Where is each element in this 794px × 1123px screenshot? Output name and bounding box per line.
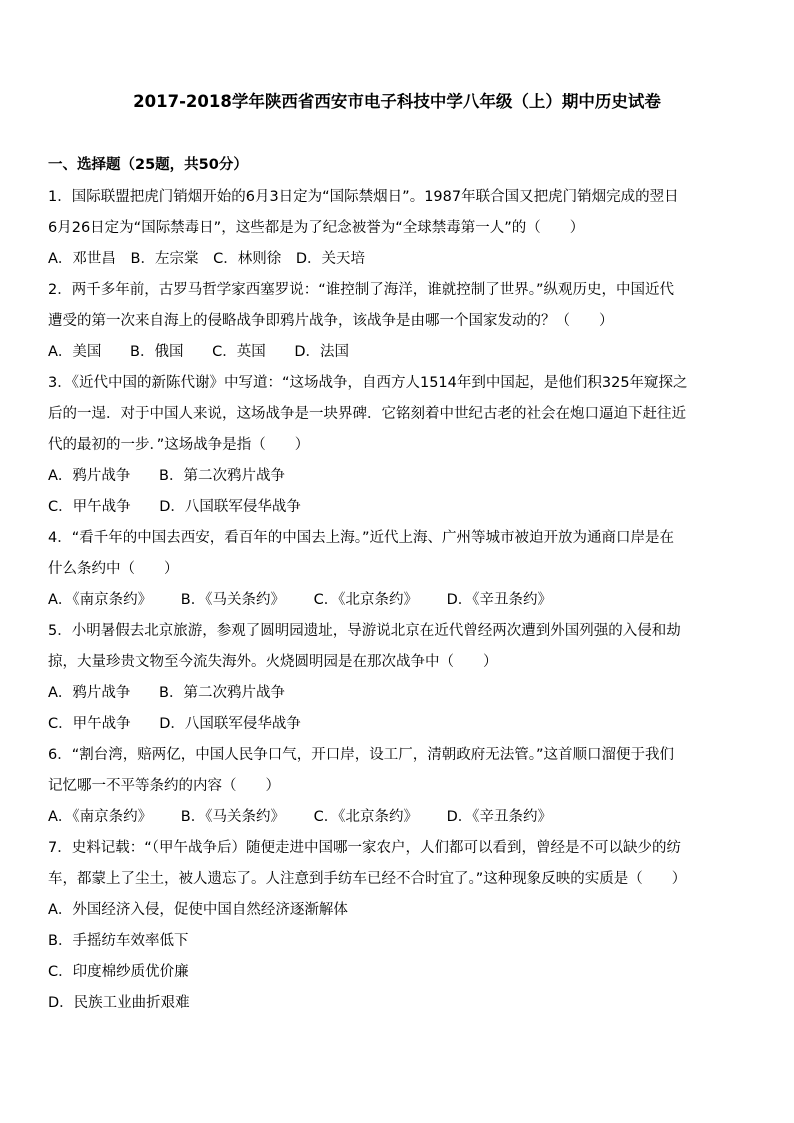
question-text: 什么条约中（ ） — [48, 561, 179, 577]
options-row — [48, 461, 748, 492]
option-a: A．鸦片战争 — [48, 685, 131, 701]
option-a: A．鸦片战争 — [48, 468, 131, 484]
option-c: C．林则徐 — [213, 251, 282, 267]
question-2 — [48, 275, 748, 368]
question-text: 掠，大量珍贵文物至今流失海外。火烧圆明园是在那次战争中（ ） — [48, 654, 498, 670]
question-text: 6月26日定为“国际禁毒日”，这些都是为了纪念被誉为“全球禁毒第一人”的（ ） — [48, 220, 585, 236]
question-text: 3．《近代中国的新陈代谢》中写道：“这场战争，自西方人1514年到中国起，是他们积325年窥探之 — [48, 375, 688, 391]
question-text: 4．“看千年的中国去西安，看百年的中国去上海。”近代上海、广州等城市被迫开放为通商口岸是在 — [48, 530, 674, 546]
question-text: 后的一逞．对于中国人来说，这场战争是一块界碑．它铭刻着中世纪古老的社会在炮口逼迫下赶往近 — [48, 406, 686, 422]
option-c: C．《北京条约》 — [313, 809, 418, 825]
question-text: 1．国际联盟把虎门销烟开始的6月3日定为“国际禁烟日”。1987年联合国又把虎门销烟完成的翌日 — [48, 189, 679, 205]
question-text: 记忆哪一不平等条约的内容（ ） — [48, 778, 280, 794]
options-row — [48, 678, 748, 709]
question-7 — [48, 833, 748, 1019]
option-d: D．《辛丑条约》 — [446, 592, 552, 608]
question-text: 6．“割台湾，赔两亿，中国人民争口气，开口岸，设工厂，清朝政府无法管。”这首顺口溜便于我们 — [48, 747, 674, 763]
options-row — [48, 802, 748, 833]
question-text: 代的最初的一步．”这场战争是指（ ） — [48, 437, 310, 453]
option-b: B．左宗棠 — [130, 251, 199, 267]
option-a: A．《南京条约》 — [48, 809, 153, 825]
question-1 — [48, 182, 748, 275]
option-c: C．甲午战争 — [48, 499, 131, 515]
options-row — [48, 709, 748, 740]
option-b: B．手摇纺车效率低下 — [48, 933, 189, 949]
option-a: A．邓世昌 — [48, 251, 116, 267]
option-c: C．甲午战争 — [48, 716, 131, 732]
option-d: D．八国联军侵华战争 — [159, 716, 301, 732]
option-c: C．印度棉纱质优价廉 — [48, 964, 189, 980]
option-d: D．民族工业曲折艰难 — [48, 995, 190, 1011]
question-text: 车，都蒙上了尘土，被人遗忘了。人注意到手纺车已经不合时宜了。”这种现象反映的实质是（ ） — [48, 871, 687, 887]
question-3 — [48, 368, 748, 523]
option-c: C．《北京条约》 — [313, 592, 418, 608]
option-a: A．美国 — [48, 344, 102, 360]
option-b: B．《马关条约》 — [180, 809, 285, 825]
question-text: 遭受的第一次来自海上的侵略战争即鸦片战争，该战争是由哪一个国家发动的？（ ） — [48, 313, 614, 329]
option-d: D．《辛丑条约》 — [446, 809, 552, 825]
section-heading: 一、选择题（25题，共50分） — [48, 157, 248, 173]
question-5 — [48, 616, 748, 740]
options-row — [48, 492, 748, 523]
option-d: D．法国 — [294, 344, 349, 360]
question-text: 2．两千多年前，古罗马哲学家西塞罗说：“谁控制了海洋，谁就控制了世界。”纵观历史，中国近代 — [48, 282, 674, 298]
options-row — [48, 585, 748, 616]
option-d: D．八国联军侵华战争 — [159, 499, 301, 515]
question-text: 5．小明暑假去北京旅游，参观了圆明园遗址，导游说北京在近代曾经两次遭到外国列强的入侵和劫 — [48, 623, 681, 639]
options-row — [48, 244, 748, 275]
option-d: D．关天培 — [295, 251, 365, 267]
option-b: B．第二次鸦片战争 — [159, 685, 285, 701]
options-row — [48, 337, 748, 368]
option-b: B．《马关条约》 — [180, 592, 285, 608]
question-6 — [48, 740, 748, 833]
page-title: 2017-2018学年陕西省西安市电子科技中学八年级（上）期中历史试卷 — [133, 92, 661, 111]
question-4 — [48, 523, 748, 616]
question-text: 7．史料记载：“（甲午战争后）随便走进中国哪一家农户，人们都可以看到，曾经是不可以缺少的纺 — [48, 840, 681, 856]
option-b: B．第二次鸦片战争 — [159, 468, 285, 484]
option-c: C．英国 — [212, 344, 266, 360]
option-b: B．俄国 — [130, 344, 184, 360]
exam-content — [48, 152, 748, 1019]
option-a: A．《南京条约》 — [48, 592, 153, 608]
option-a: A．外国经济入侵，促使中国自然经济逐渐解体 — [48, 902, 348, 918]
